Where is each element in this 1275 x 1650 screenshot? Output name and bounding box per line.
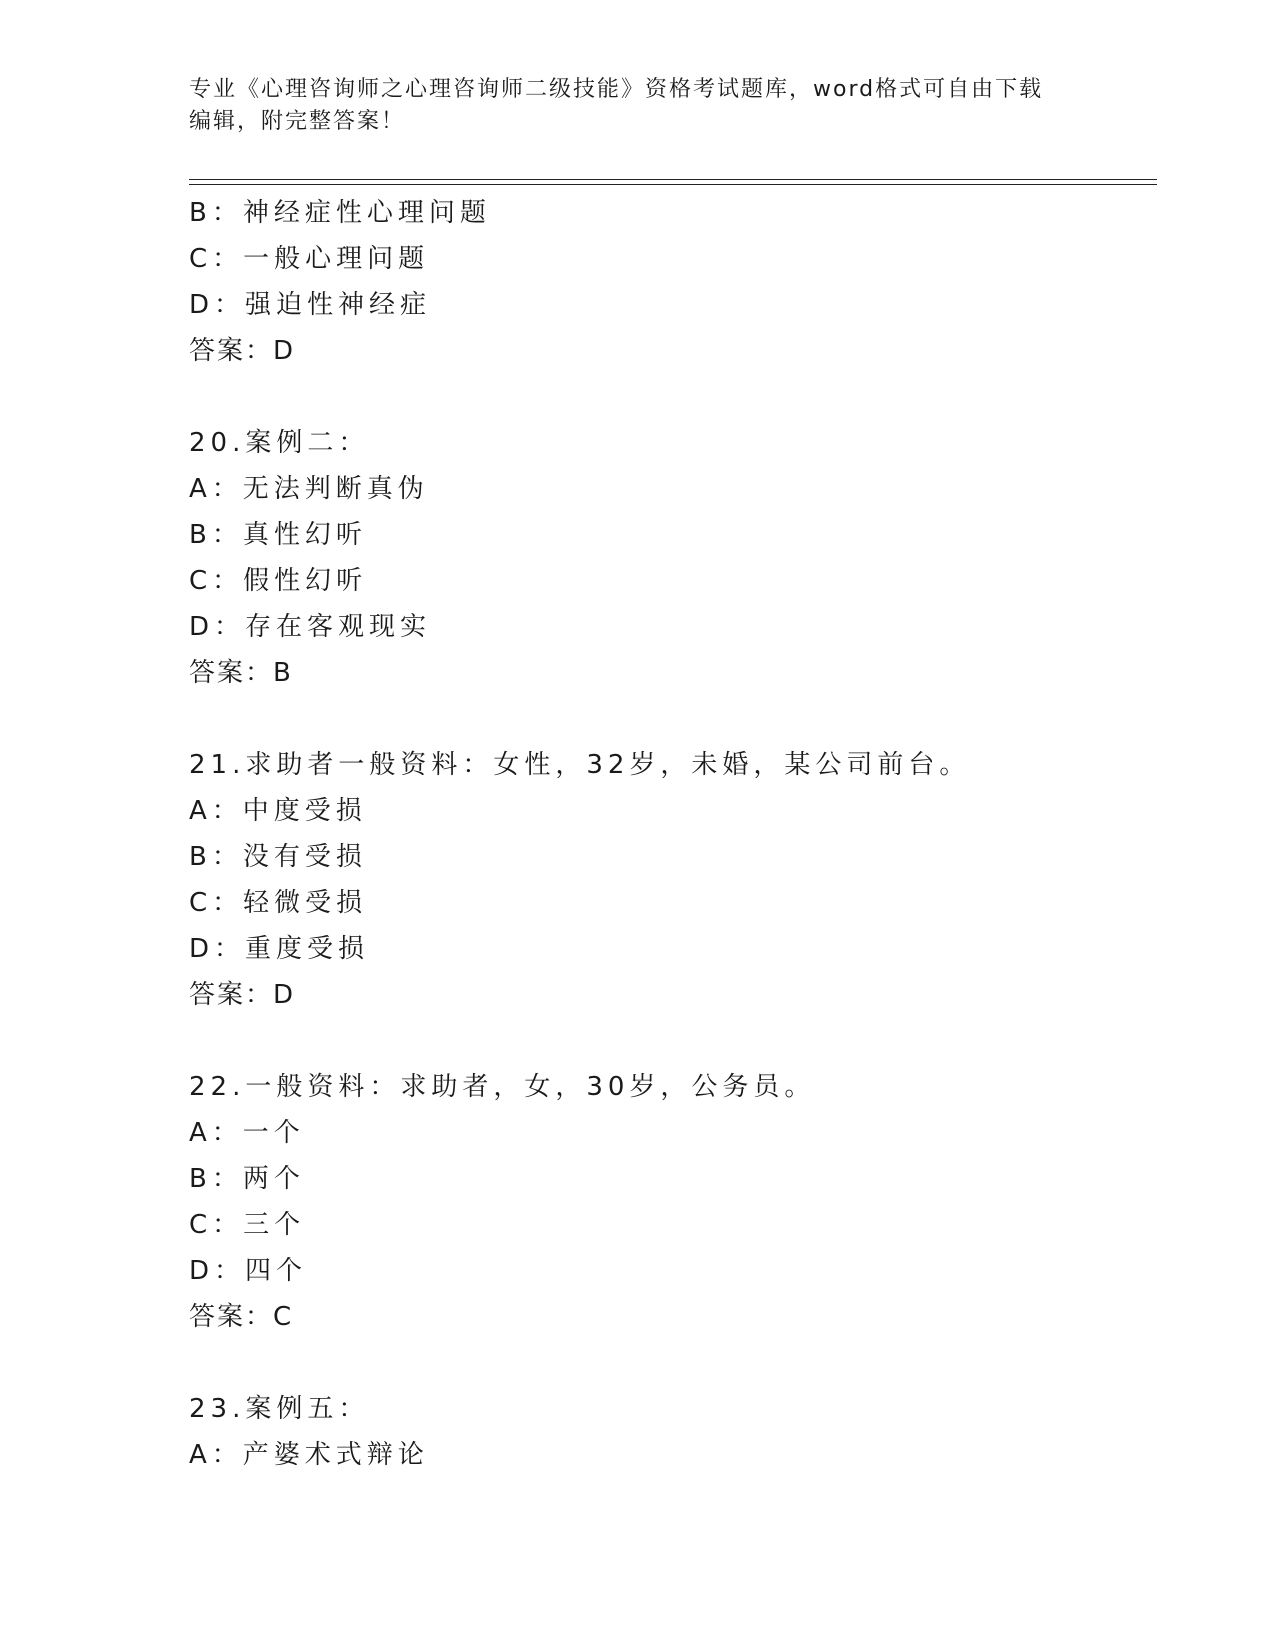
option-item: A：无法判断真伪 <box>189 474 429 504</box>
question-title: 23.案例五： <box>189 1394 370 1424</box>
option-item: C：一般心理问题 <box>189 244 430 274</box>
option-item: D：存在客观现实 <box>189 612 432 642</box>
option-item: B：神经症性心理问题 <box>189 198 491 228</box>
header-line-2: 编辑，附完整答案！ <box>189 109 406 134</box>
option-item: B：真性幻听 <box>189 520 367 550</box>
question-title: 22.一般资料：求助者，女，30岁，公务员。 <box>189 1072 816 1102</box>
question-title: 20.案例二： <box>189 428 370 458</box>
option-item: D：强迫性神经症 <box>189 290 432 320</box>
page-header <box>189 74 1079 138</box>
option-item: C：三个 <box>189 1210 306 1240</box>
option-item: B：没有受损 <box>189 842 367 872</box>
option-item: A：中度受损 <box>189 796 367 826</box>
header-divider <box>189 179 1157 185</box>
option-item: C：轻微受损 <box>189 888 368 918</box>
option-item: B：两个 <box>189 1164 305 1194</box>
answer-line: 答案：D <box>189 980 296 1010</box>
option-item: D：四个 <box>189 1256 308 1286</box>
option-item: A：产婆术式辩论 <box>189 1440 429 1470</box>
question-list <box>189 190 1149 1478</box>
option-item: A：一个 <box>189 1118 305 1148</box>
spacer <box>189 1340 1149 1386</box>
question-title: 21.求助者一般资料：女性，32岁，未婚，某公司前台。 <box>189 750 971 780</box>
answer-line: 答案：D <box>189 336 296 366</box>
answer-line: 答案：C <box>189 1302 294 1332</box>
option-item: D：重度受损 <box>189 934 370 964</box>
spacer <box>189 1018 1149 1064</box>
header-line-1: 专业《心理咨询师之心理咨询师二级技能》资格考试题库，word格式可自由下载 <box>189 77 1044 102</box>
option-item: C：假性幻听 <box>189 566 368 596</box>
answer-line: 答案：B <box>189 658 293 688</box>
spacer <box>189 374 1149 420</box>
spacer <box>189 696 1149 742</box>
